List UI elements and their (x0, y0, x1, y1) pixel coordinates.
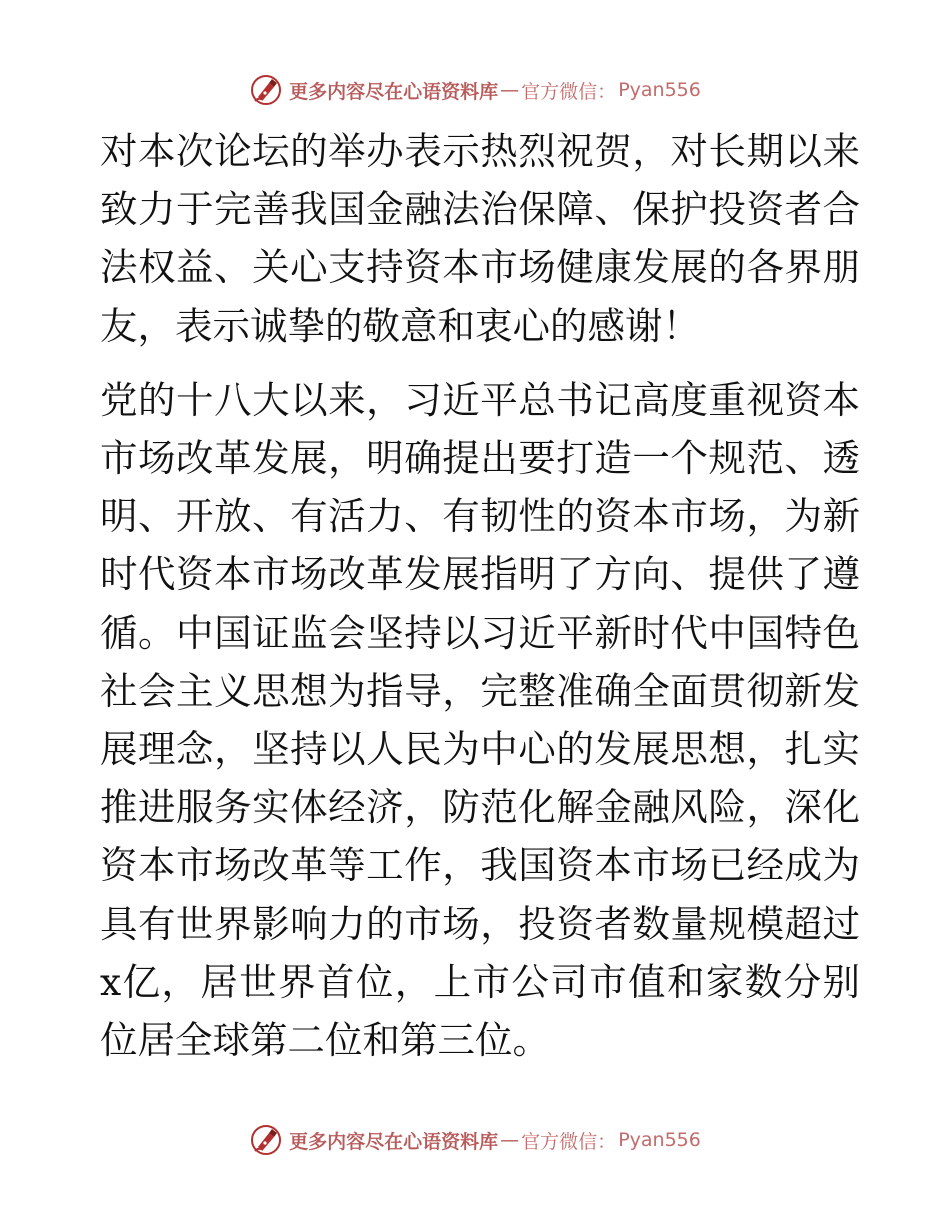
watermark-main-text: 更多内容尽在心语资料库 (289, 1130, 499, 1153)
paragraph-2: 党的十八大以来，习近平总书记高度重视资本市场改革发展，明确提出要打造一个规范、透明、开放、有活力、有韧性的资本市场，为新时代资本市场改革发展指明了方向、提供了遵循。中国证监会坚持以习近平新时代中国特色社会主义思想为指导，完整准确全面贯彻新发展理念，坚持以人民为中心的发展思想，扎实推进服务实体经济，防范化解金融风险，深化资本市场改革等工作，我国资本市场已经成为具有世界影响力的市场，投资者数量规模超过x亿，居世界首位，上市公司市值和家数分别位居全球第二位和第三位。 (100, 377, 860, 1063)
watermark-main-text: 更多内容尽在心语资料库 (289, 80, 499, 103)
watermark-dash: — (500, 79, 520, 101)
watermark-wechat-label: 官方微信： (521, 80, 617, 103)
header-watermark (0, 70, 950, 110)
footer-watermark (0, 1120, 950, 1160)
document-body (100, 122, 860, 1069)
watermark-wechat-label: 官方微信： (521, 1130, 617, 1153)
watermark-wechat-id: Pyan556 (618, 79, 701, 101)
watermark-dash: — (500, 1129, 520, 1151)
pen-nib-logo-icon (249, 1123, 283, 1157)
watermark-wechat-id: Pyan556 (618, 1129, 701, 1151)
paragraph-1: 对本次论坛的举办表示热烈祝贺，对长期以来致力于完善我国金融法治保障、保护投资者合法权益、关心支持资本市场健康发展的各界朋友，表示诚挚的敬意和衷心的感谢！ (100, 129, 860, 348)
pen-nib-logo-icon (249, 73, 283, 107)
